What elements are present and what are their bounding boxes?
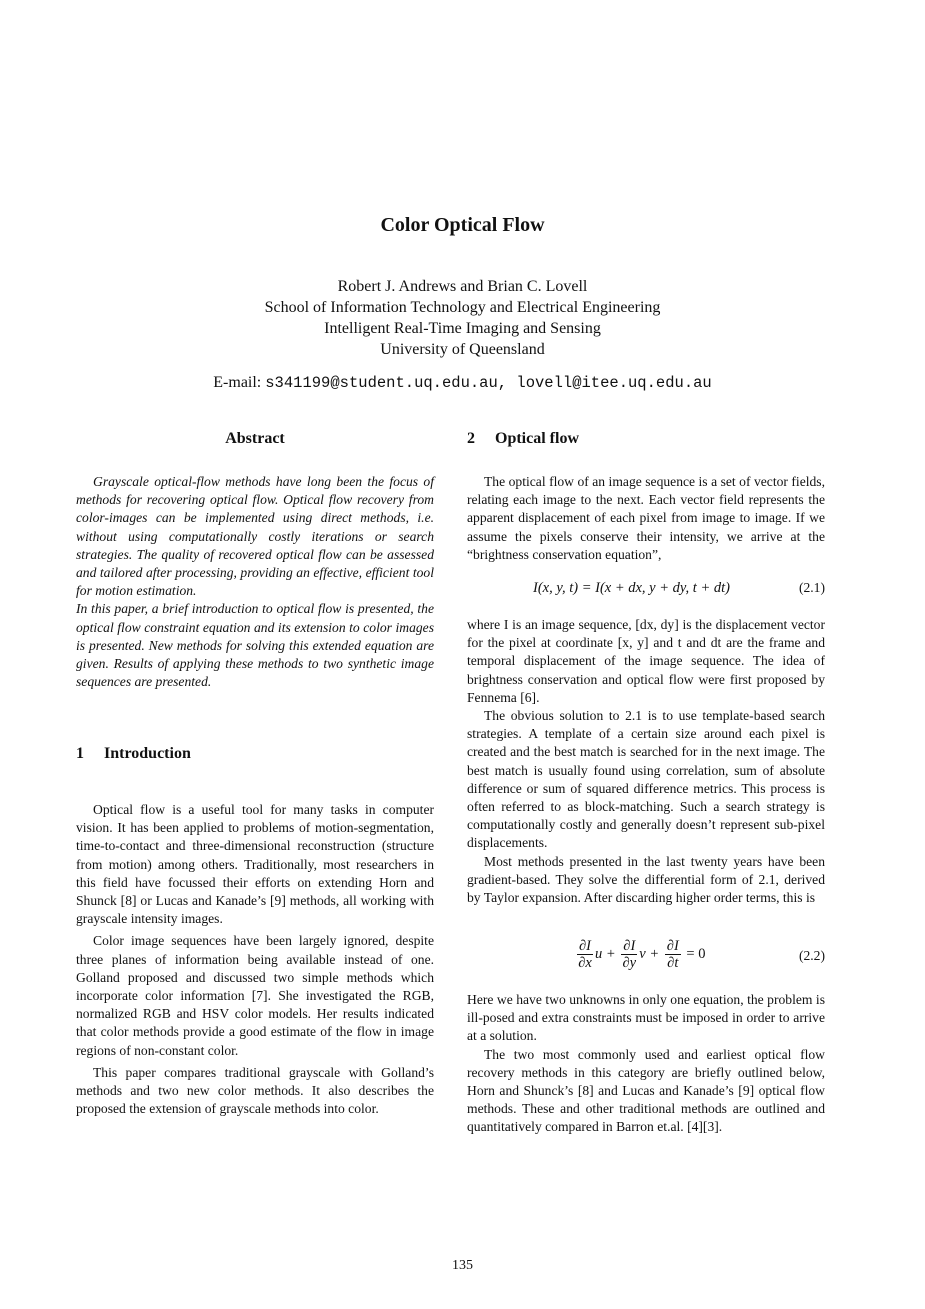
section-number: 1 [76,745,84,762]
abstract-body [76,473,434,691]
optical-flow-intro [467,473,825,564]
section-title: Optical flow [495,430,579,447]
body-paragraph: Optical flow is a useful tool for many tasks in computer vision. It has been applied to problems of motion-segmentation, time-to-contact and three-dimensional reconstruction (structure from motion) among others. Traditionally, most researchers in this field have focussed their efforts on extending Horn and Shunck [8] or Lucas and Kanade’s [9] methods, all working with grayscale intensity images. [76,802,434,927]
body-paragraph: This paper compares traditional grayscale with Golland’s methods and two new color methods. It also describes the proposed the extension of grayscale methods into color. [76,1064,434,1117]
paper-title: Color Optical Flow [380,214,545,236]
affiliation-group: Intelligent Real-Time Imaging and Sensing [324,320,601,337]
equation-expression: I(x, y, t) = I(x + dx, y + dy, t + dt) [533,580,730,596]
equation-2-2 [467,938,825,978]
abstract-heading: Abstract [225,430,285,447]
optical-flow-body-a [467,616,825,907]
section-heading-introduction [76,745,191,763]
fraction: $\frac{\partial I}{\partial t}$ [666,938,679,971]
optical-flow-body-b [467,991,825,1137]
page-number: 135 [452,1258,473,1273]
equation-expression: $\frac{\partial I}{\partial x}$ u + $\frac{\partial I}{\partial y}$ v + $\frac{\partial I}{\partial t}$ = 0 [578,938,706,971]
author-block [0,276,925,360]
body-paragraph: where I is an image sequence, [dx, dy] is the displacement vector for the pixel at coordinate [x, y] and t and dt are the frame and temporal displacement of the image sequence. The idea of brightness conservation and optical flow were first proposed by Fennema [6]. [467,617,825,705]
body-paragraph: The optical flow of an image sequence is a set of vector fields, relating each image to the next. Each vector field represents the apparent displacement of each pixel from image to image. If we assume the pixels conserve their intensity, we arrive at the “brightness conservation equation”, [467,474,825,562]
body-paragraph: The obvious solution to 2.1 is to use template-based search strategies. A template of a certain size around each pixel is created and the best match is searched for in the next image. The best match is usually found using correlation, sum of absolute difference or sum of squared difference metrics. This process is often referred to as block-matching. Such a search strategy is computationally costly and generally doesn’t represent sub-pixel displacements. [467,708,825,851]
equation-number: (2.1) [798,580,825,595]
section-heading-optical-flow [467,430,579,448]
email-addresses: s341199@student.uq.edu.au, lovell@itee.uq.edu.au [265,374,712,392]
abstract-paragraph: Grayscale optical-flow methods have long been the focus of methods for recovering optical flow. Optical flow recovery from color-images can be implemented using direct methods, i.e. without using computationally costly iterations or search strategies. The quality of recovered optical flow can be assessed and tailored after processing, providing an effective, efficient tool for motion estimation. [76,474,434,599]
body-paragraph: Color image sequences have been largely ignored, despite three planes of information being available instead of one. Golland proposed and discussed two simple methods which incorporate color information [7]. She investigated the RGB, normalized RGB and HSV color models. Her results indicated that color methods provide a good estimate of the flow in image regions of non-constant color. [76,933,434,1058]
affiliation-school: School of Information Technology and Electrical Engineering [264,299,661,316]
body-paragraph: Here we have two unknowns in only one equation, the problem is ill-posed and extra constraints must be imposed in order to arrive at a solution. [467,992,825,1044]
body-paragraph: The two most commonly used and earliest optical flow recovery methods in this category are briefly outlined below, Horn and Shunck’s [8] and Lucas and Kanade’s [9] optical flow methods. These and other traditional methods are outlined and quantitatively compared in Barron et.al. [4][3]. [467,1046,825,1135]
fraction: $\frac{\partial I}{\partial y}$ [622,938,637,971]
section-title: Introduction [104,745,191,762]
fraction: $\frac{\partial I}{\partial x}$ [578,938,592,971]
abstract-paragraph: In this paper, a brief introduction to optical flow is presented, the optical flow constraint equation and its extension to color images is presented. New methods for solving this extended equation are given. Results of applying these methods to two synthetic image sequences are presented. [76,601,434,690]
email-line [0,374,925,392]
equation-2-1 [467,580,825,600]
equation-number: (2.2) [798,948,825,963]
authors: Robert J. Andrews and Brian C. Lovell [337,278,588,295]
body-paragraph: Most methods presented in the last twenty years have been gradient-based. They solve the differential form of 2.1, derived by Taylor expansion. After discarding higher order terms, this is [467,853,825,906]
section-number: 2 [467,430,475,447]
affiliation-university: University of Queensland [380,341,545,358]
introduction-body [76,801,434,1118]
email-label: E-mail: [213,374,262,391]
